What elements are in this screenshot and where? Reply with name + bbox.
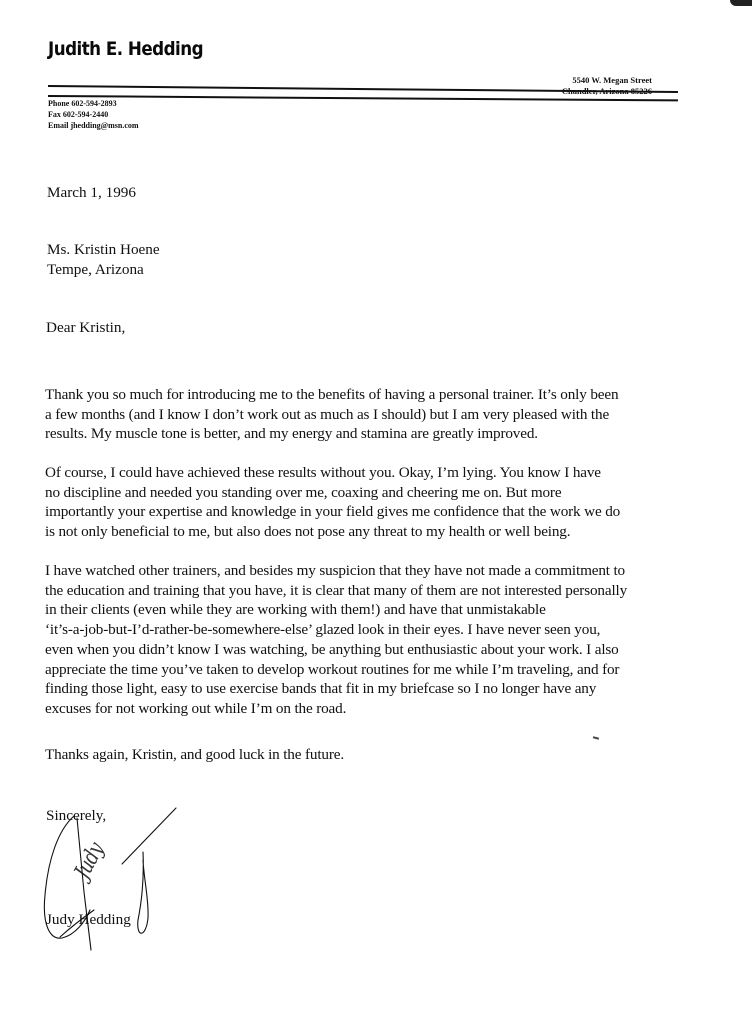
signed-name: Judy Hedding [46,911,131,928]
paragraph-line: Thank you so much for introducing me to the benefits of having a personal trainer. It’s only been [45,386,619,403]
letterhead-contact [48,98,139,131]
contact-fax: Fax 602-594-2440 [48,110,109,119]
address-city: Chandler, Arizona 85226 [561,86,652,96]
paragraph-line: a few months (and I know I don’t work out as much as I should) but I am very pleased with the [45,405,610,423]
scan-artifact [730,0,752,6]
handwritten-signature [30,800,180,960]
letterhead-name: Judith E. Hedding [48,38,204,60]
paragraph-line: excuses for not working out while I’m on the road. [45,699,347,717]
recipient-block [47,240,160,279]
closing: Sincerely, [46,807,107,824]
scan-speck [593,736,599,739]
paragraph-line: Thanks again, Kristin, and good luck in the future. [45,746,344,763]
paragraph-line: in their clients (even while they are working with them!) and have that unmistakable [45,601,546,619]
address-street: 5540 W. Megan Street [572,75,652,85]
paragraph-4 [45,745,725,765]
paragraph-line: importantly your expertise and knowledge in your field gives me confidence that the work we do [45,503,621,521]
paragraph-line: no discipline and needed you standing over me, coaxing and cheering me on. But more [45,483,562,501]
paragraph-line: even when you didn’t know I was watching, be anything but enthusiastic about your work. I also [45,640,619,658]
letter-date: March 1, 1996 [47,184,136,201]
recipient-name: Ms. Kristin Hoene [47,241,160,258]
recipient-location: Tempe, Arizona [47,260,144,278]
paragraph-1 [45,385,725,444]
letterhead-address [562,75,652,97]
contact-email: Email jhedding@msn.com [48,121,139,130]
contact-phone: Phone 602-594-2893 [48,99,117,108]
paragraph-line: the education and training that you have, it is clear that many of them are not interested personally [45,581,628,599]
paragraph-line: ‘it’s-a-job-but-I’d-rather-be-somewhere-else’ glazed look in their eyes. I have never seen you, [45,621,601,639]
paragraph-line: finding those light, easy to use exercise bands that fit in my briefcase so I no longer have any [45,680,597,698]
salutation: Dear Kristin, [46,319,126,336]
signature-text: Judy [69,839,110,883]
paragraph-2 [45,463,725,542]
paragraph-line: is not only beneficial to me, but also does not pose any threat to my health or well being. [45,523,571,541]
paragraph-line: I have watched other trainers, and besides my suspicion that they have not made a commitment to [45,562,625,579]
paragraph-3 [45,561,725,719]
paragraph-line: appreciate the time you’ve taken to develop workout routines for me while I’m traveling, and for [45,660,620,678]
paragraph-line: Of course, I could have achieved these results without you. Okay, I’m lying. You know I have [45,464,601,481]
paragraph-line: results. My muscle tone is better, and my energy and stamina are greatly improved. [45,425,538,443]
